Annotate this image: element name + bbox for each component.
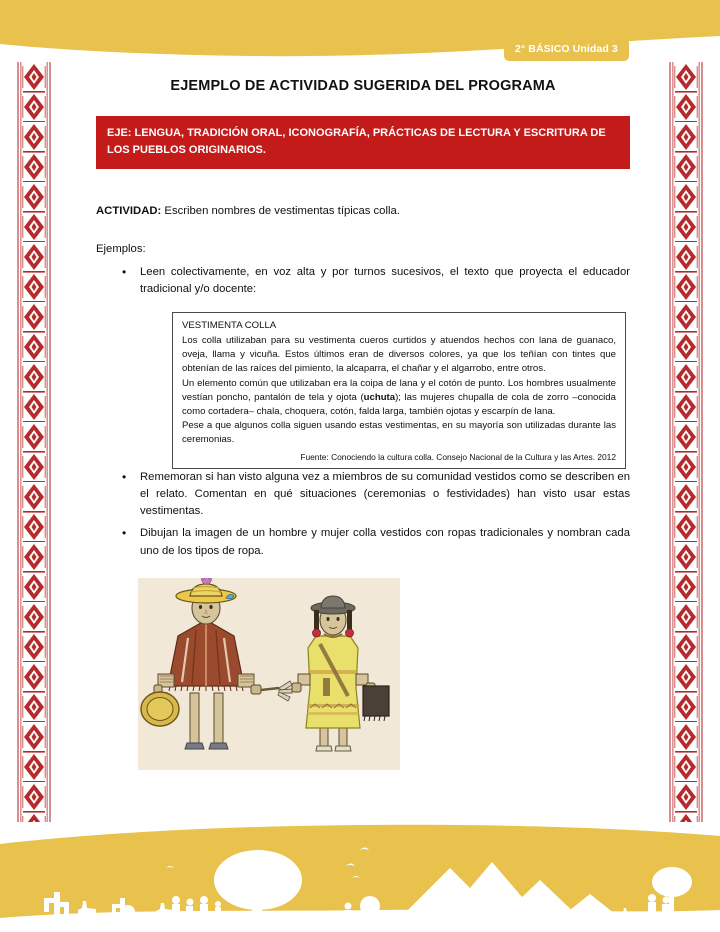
colla-clothing-illustration	[138, 578, 400, 770]
reading-paragraph-1: Los colla utilizaban para su vestimenta cueros curtidos y atuendos hechos con lana de guanaco, oveja, llama y vicuña. Estos últimos eran de diversos colores, ya que los teñían con tintes que obtenían de las raíces del pimiento, la alcaparra, el chañar y el algarrobo, entre otros.	[182, 335, 616, 375]
reading-source: Fuente: Conociendo la cultura colla. Consejo Nacional de la Cultura y las Artes. 2012	[300, 451, 616, 462]
reading-p2-bold-term: uchuta	[363, 391, 396, 403]
bullet-list-before	[96, 264, 630, 298]
list-item: • Dibujan la imagen de un hombre y mujer colla vestidos con ropas tradicionales y nombran cada uno de los tipos de ropa.	[96, 525, 630, 559]
reading-p2-part-b: ); las mujeres chupalla de cola de zorro –conocida como cortadera– chala, choquera, cotón, falda larga, también ojotas y escarpín de lana.	[182, 391, 616, 417]
reading-paragraph-3: Pese a que algunos colla siguen usando estas vestimentas, en su mayoría son utilizadas durante las ceremonias.	[182, 419, 616, 445]
reading-box	[172, 312, 626, 469]
activity-text: Escriben nombres de vestimentas típicas colla.	[164, 205, 400, 218]
footer-landscape-band	[0, 822, 720, 932]
page-title: EJEMPLO DE ACTIVIDAD SUGERIDA DEL PROGRAMA	[170, 78, 556, 94]
reading-p2-part-a: Un elemento común que utilizaban era la coipa de lana y el cotón de punto. Los hombres usualmente vestían poncho, pantalón de tela y ojota (	[182, 377, 616, 403]
list-item: • Leen colectivamente, en voz alta y por turnos sucesivos, el texto que proyecta el educador tradicional y/o docente:	[96, 264, 630, 298]
reading-box-title: VESTIMENTA COLLA	[182, 320, 277, 332]
bullet-list-after	[96, 469, 630, 560]
decorative-border-right	[666, 62, 706, 822]
activity-line	[96, 204, 630, 220]
reading-paragraph-2	[182, 377, 616, 419]
activity-label: ACTIVIDAD:	[96, 205, 162, 218]
main-content	[96, 78, 630, 770]
unit-badge: 2° BÁSICO Unidad 3	[504, 38, 629, 61]
examples-label: Ejemplos:	[96, 242, 146, 255]
decorative-border-left	[14, 62, 54, 822]
eje-banner: EJE: LENGUA, TRADICIÓN ORAL, ICONOGRAFÍA, PRÁCTICAS DE LECTURA Y ESCRITURA DE LOS PUEBLOS ORIGINARIOS.	[96, 116, 630, 169]
list-item: • Rememoran si han visto alguna vez a miembros de su comunidad vestidos como se describen en el relato. Comentan en qué situaciones (ceremonias o festividades) han visto usar estas vestimentas.	[96, 469, 630, 520]
